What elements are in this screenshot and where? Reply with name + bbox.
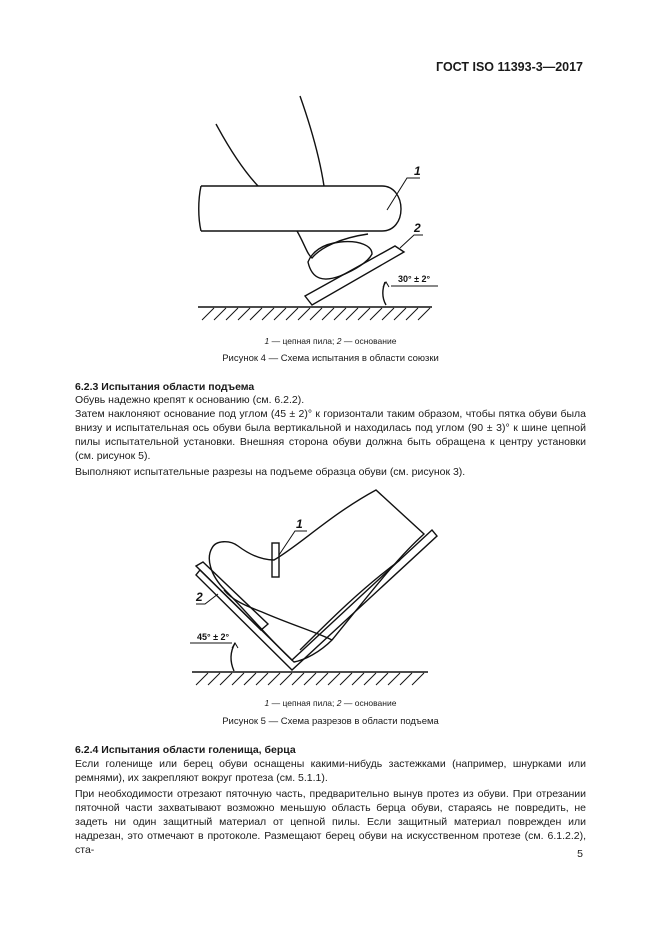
fig4-angle-label: 30° ± 2° [398, 274, 431, 284]
legend-text-2: — основание [341, 336, 397, 346]
paragraph: Затем наклоняют основание под углом (45 ± 2)° к горизонтали таким образом, чтобы пятка обуви была внизу и испытательная ось обуви была вертикальной и находилась под углом (90 ± 3)° к шине цепной пилы испытательной установки. Внешняя сторона обуви должна быть обращена к центру установки (см. рисунок 5). [75, 408, 586, 462]
boot-shaft-back [300, 96, 324, 186]
chainsaw-bar [201, 186, 401, 231]
figure-5-legend [0, 698, 661, 708]
legend-number-1: 1 [264, 336, 270, 346]
legend-text-2: — основание [341, 698, 397, 708]
page-number: 5 [577, 848, 583, 860]
legend-text-1: — цепная пила; [269, 336, 337, 346]
section-6-2-3-heading: 6.2.3 Испытания области подъема [75, 381, 255, 393]
boot-shaft [216, 124, 258, 186]
figure-4-caption: Рисунок 4 — Схема испытания в области союзки [222, 353, 439, 364]
figure-5-caption: Рисунок 5 — Схема разрезов в области подъема [222, 716, 439, 727]
legend-number-1: 1 [264, 698, 270, 708]
fig5-angle-label: 45° ± 2° [197, 632, 230, 642]
base-plate [305, 246, 404, 305]
standard-number: ГОСТ ISO 11393-3—2017 [436, 60, 583, 74]
fig5-label-1: 1 [296, 517, 303, 531]
legend-text-1: — цепная пила; [269, 698, 337, 708]
figure-4-drawing [0, 0, 661, 340]
paragraph: Выполняют испытательные разрезы на подъеме образца обуви (см. рисунок 3). [75, 466, 466, 478]
paragraph: Если голенище или берец обуви оснащены какими-нибудь застежками (например, шнурками или ремнями), их закрепляют вокруг протеза (см. 5.1.1). [75, 758, 586, 784]
fig4-label-2: 2 [414, 221, 421, 235]
figure-5-drawing [0, 470, 661, 720]
base-plate-left [196, 562, 268, 630]
figure-4-legend [0, 336, 661, 346]
legend-number-2: 2 [336, 698, 342, 708]
section-6-2-4-body [75, 757, 586, 857]
boot-toe [297, 231, 368, 258]
paragraph: При необходимости отрезают пяточную часть, предварительно вынув протез из обуви. При отрезании пяточной части захватывают возможно меньшую область берца обуви, стараясь не повредить, не задеть ни один защитный материал от цепной пилы. Если защитный материал поврежден или надрезан, это отмечают в протоколе. Размещают берец обуви на искусственном протезе (см. 6.1.2.2), ста- [75, 788, 586, 856]
paragraph: Обувь надежно крепят к основанию (см. 6.2.2). [75, 394, 305, 406]
fig5-label-2: 2 [196, 590, 203, 604]
section-6-2-4-heading: 6.2.4 Испытания области голенища, берца [75, 744, 296, 756]
fig4-label-1: 1 [414, 164, 421, 178]
legend-number-2: 2 [336, 336, 342, 346]
section-6-2-3-body [75, 393, 586, 479]
